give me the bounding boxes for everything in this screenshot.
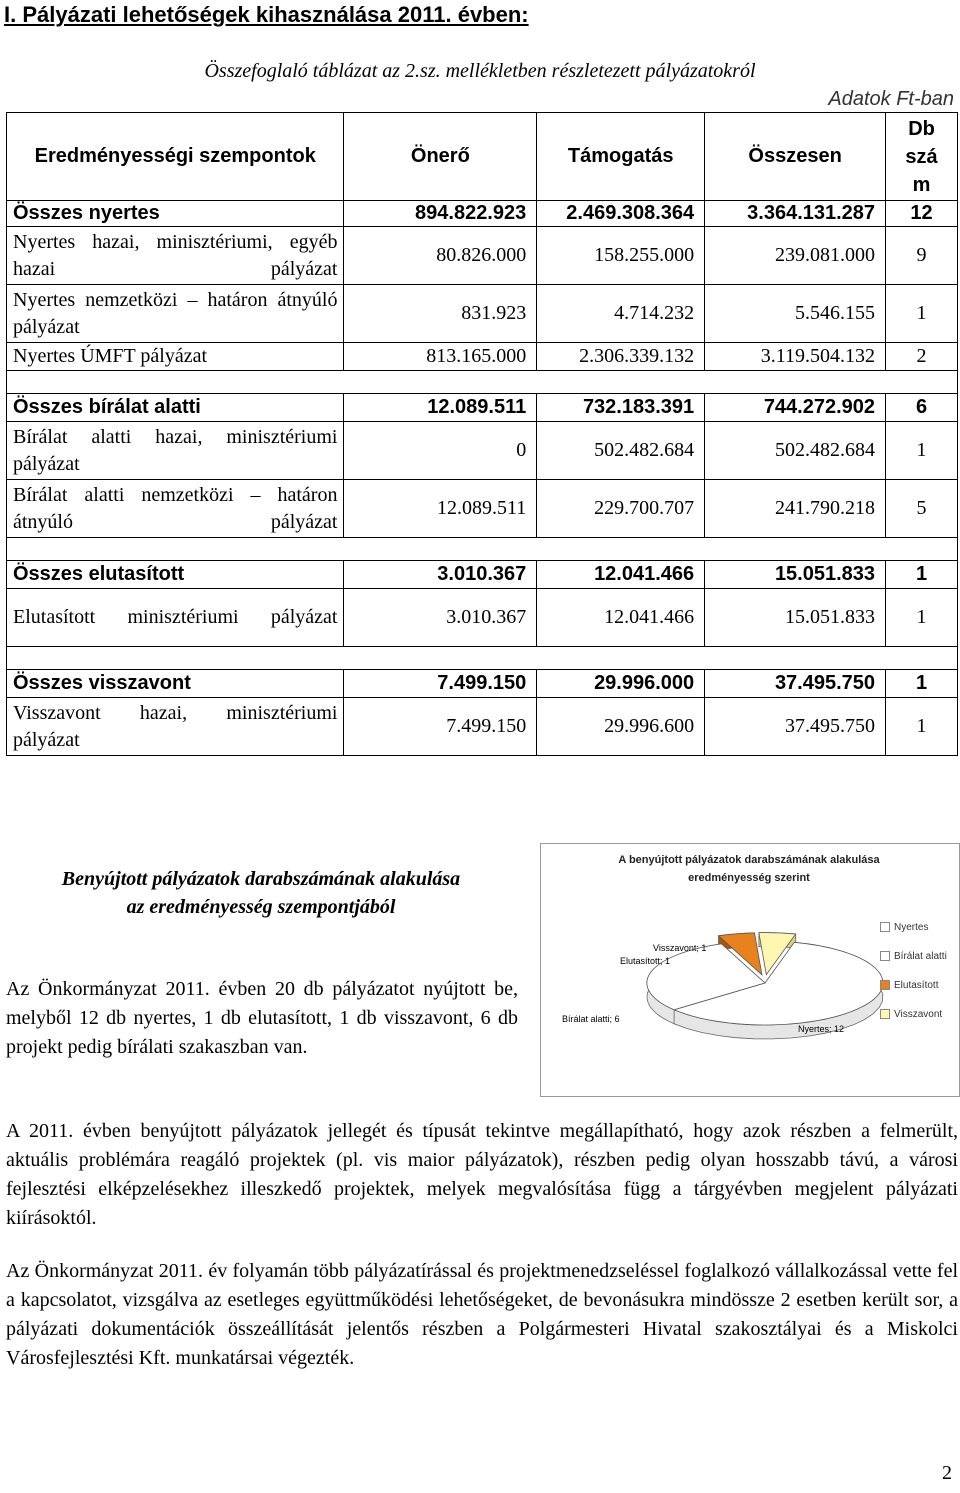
legend-label: Visszavont	[894, 1009, 943, 1020]
row-label: Elutasított minisztériumi pályázat	[7, 589, 344, 647]
row-total: 37.495.750	[705, 698, 886, 756]
row-own: 80.826.000	[344, 227, 537, 285]
table-row	[7, 201, 958, 227]
row-label: Nyertes hazai, minisztériumi, egyéb hazai pályázat	[7, 227, 344, 285]
page-number: 2	[942, 1462, 952, 1484]
row-own: 0	[344, 422, 537, 480]
row-label: Bírálat alatti hazai, minisztériumi pályázat	[7, 422, 344, 480]
legend-label: Elutasított	[894, 980, 939, 991]
pie-data-label: Bírálat alatti; 6	[562, 1014, 620, 1024]
header-count-line3: m	[912, 173, 931, 196]
pie-data-label: Nyertes; 12	[798, 1024, 845, 1034]
table-row	[7, 589, 958, 647]
row-total: 15.051.833	[705, 561, 886, 589]
chart-caption-line2: az eredményesség szempontjából	[126, 896, 396, 918]
table-spacer-row	[7, 371, 958, 394]
row-own: 3.010.367	[344, 561, 537, 589]
section-heading: I. Pályázati lehetőségek kihasználása 2011. évben:	[4, 2, 529, 27]
row-count: 6	[886, 394, 958, 422]
header-count-line1: Db	[908, 117, 935, 140]
row-count: 1	[886, 670, 958, 698]
row-own: 7.499.150	[344, 698, 537, 756]
legend-item	[880, 913, 947, 942]
row-own: 894.822.923	[344, 201, 537, 227]
table-spacer-row	[7, 647, 958, 670]
row-support: 29.996.600	[537, 698, 705, 756]
row-label: Összes bírálat alatti	[7, 394, 344, 422]
legend-swatch-visszavont	[880, 1009, 890, 1019]
row-count: 9	[886, 227, 958, 285]
row-own: 12.089.511	[344, 394, 537, 422]
table-row	[7, 343, 958, 371]
table-row	[7, 670, 958, 698]
row-total: 37.495.750	[705, 670, 886, 698]
row-support: 2.306.339.132	[537, 343, 705, 371]
row-total: 239.081.000	[705, 227, 886, 285]
row-label: Bírálat alatti nemzetközi – határon átnyúló pályázat	[7, 480, 344, 538]
pie-data-label: Elutasított; 1	[620, 956, 671, 966]
row-support: 158.255.000	[537, 227, 705, 285]
legend-item	[880, 971, 947, 1000]
row-own: 7.499.150	[344, 670, 537, 698]
row-count: 1	[886, 561, 958, 589]
header-count-line2: szá	[905, 145, 938, 168]
table-row	[7, 394, 958, 422]
table-row	[7, 285, 958, 343]
table-row	[7, 698, 958, 756]
row-support: 502.482.684	[537, 422, 705, 480]
row-total: 3.119.504.132	[705, 343, 886, 371]
header-count	[886, 113, 958, 201]
row-label: Összes elutasított	[7, 561, 344, 589]
row-count: 1	[886, 589, 958, 647]
table-row	[7, 561, 958, 589]
header-total: Összesen	[705, 113, 886, 201]
row-support: 4.714.232	[537, 285, 705, 343]
row-total: 502.482.684	[705, 422, 886, 480]
chart-legend	[880, 913, 947, 1029]
legend-swatch-biralat	[880, 951, 890, 961]
header-support: Támogatás	[537, 113, 705, 201]
legend-swatch-nyertes	[880, 922, 890, 932]
legend-label: Nyertes	[894, 922, 929, 933]
legend-item	[880, 942, 947, 971]
body-paragraph-2: Az Önkormányzat 2011. év folyamán több pályázatírással és projektmenedzseléssel foglalkozó vállalkozással vette fel a kapcsolatot, vizsgálva az esetleges együttműködési lehetőségeket, de bevonásukra mindössze 2 esetben került sor, a pályázati dokumentációk összeállítását jelentős részben a Polgármesteri Hivatal szakosztályai és a Miskolci Városfejlesztési Kft. munkatársai végezték.	[6, 1260, 958, 1369]
row-own: 3.010.367	[344, 589, 537, 647]
row-support: 29.996.000	[537, 670, 705, 698]
row-own: 813.165.000	[344, 343, 537, 371]
row-total: 15.051.833	[705, 589, 886, 647]
legend-swatch-elutasitott	[880, 980, 890, 990]
row-total: 5.546.155	[705, 285, 886, 343]
row-count: 1	[886, 698, 958, 756]
row-total: 241.790.218	[705, 480, 886, 538]
body-paragraph-1: A 2011. évben benyújtott pályázatok jellegét és típusát tekintve megállapítható, hogy azok részben a felmerült, aktuális problémára reagáló projektek (pl. vis maior pályázatok), részben pedig olyan hosszabb távú, a városi fejlesztési elképzelésekhez illeszkedő projektek, melyek megvalósítása függ a tárgyévben megjelent pályázati kiírásoktól.	[6, 1120, 958, 1229]
row-count: 1	[886, 422, 958, 480]
row-total: 3.364.131.287	[705, 201, 886, 227]
legend-label: Bírálat alatti	[894, 951, 947, 962]
row-own: 831.923	[344, 285, 537, 343]
summary-table	[6, 112, 958, 756]
table-row	[7, 422, 958, 480]
row-label: Összes nyertes	[7, 201, 344, 227]
summary-paragraph: Az Önkormányzat 2011. évben 20 db pályázatot nyújtott be, melyből 12 db nyertes, 1 db elutasított, 1 db visszavont, 6 db projekt pedig bírálati szakaszban van.	[6, 978, 518, 1058]
table-spacer-row	[7, 538, 958, 561]
row-own: 12.089.511	[344, 480, 537, 538]
chart-caption-line1: Benyújtott pályázatok darabszámának alakulása	[61, 868, 461, 890]
pie-data-label: Visszavont; 1	[653, 943, 707, 953]
chart-title-line1: A benyújtott pályázatok darabszámának alakulása	[618, 854, 880, 866]
table-subtitle: Összefoglaló táblázat az 2.sz. mellékletben részletezett pályázatokról	[204, 60, 756, 82]
table-row	[7, 480, 958, 538]
table-row	[7, 227, 958, 285]
row-support: 229.700.707	[537, 480, 705, 538]
row-support: 732.183.391	[537, 394, 705, 422]
row-label: Nyertes nemzetközi – határon átnyúló pályázat	[7, 285, 344, 343]
row-support: 2.469.308.364	[537, 201, 705, 227]
header-criteria: Eredményességi szempontok	[7, 113, 344, 201]
row-support: 12.041.466	[537, 561, 705, 589]
legend-item	[880, 1000, 947, 1029]
units-note: Adatok Ft-ban	[828, 88, 954, 110]
chart-caption	[16, 865, 506, 921]
row-count: 2	[886, 343, 958, 371]
row-count: 5	[886, 480, 958, 538]
header-own: Önerő	[344, 113, 537, 201]
row-label: Nyertes ÚMFT pályázat	[7, 343, 344, 371]
row-support: 12.041.466	[537, 589, 705, 647]
chart-title-line2: eredményesség szerint	[688, 872, 810, 884]
row-count: 1	[886, 285, 958, 343]
row-total: 744.272.902	[705, 394, 886, 422]
row-label: Összes visszavont	[7, 670, 344, 698]
row-count: 12	[886, 201, 958, 227]
row-label: Visszavont hazai, minisztériumi pályázat	[7, 698, 344, 756]
